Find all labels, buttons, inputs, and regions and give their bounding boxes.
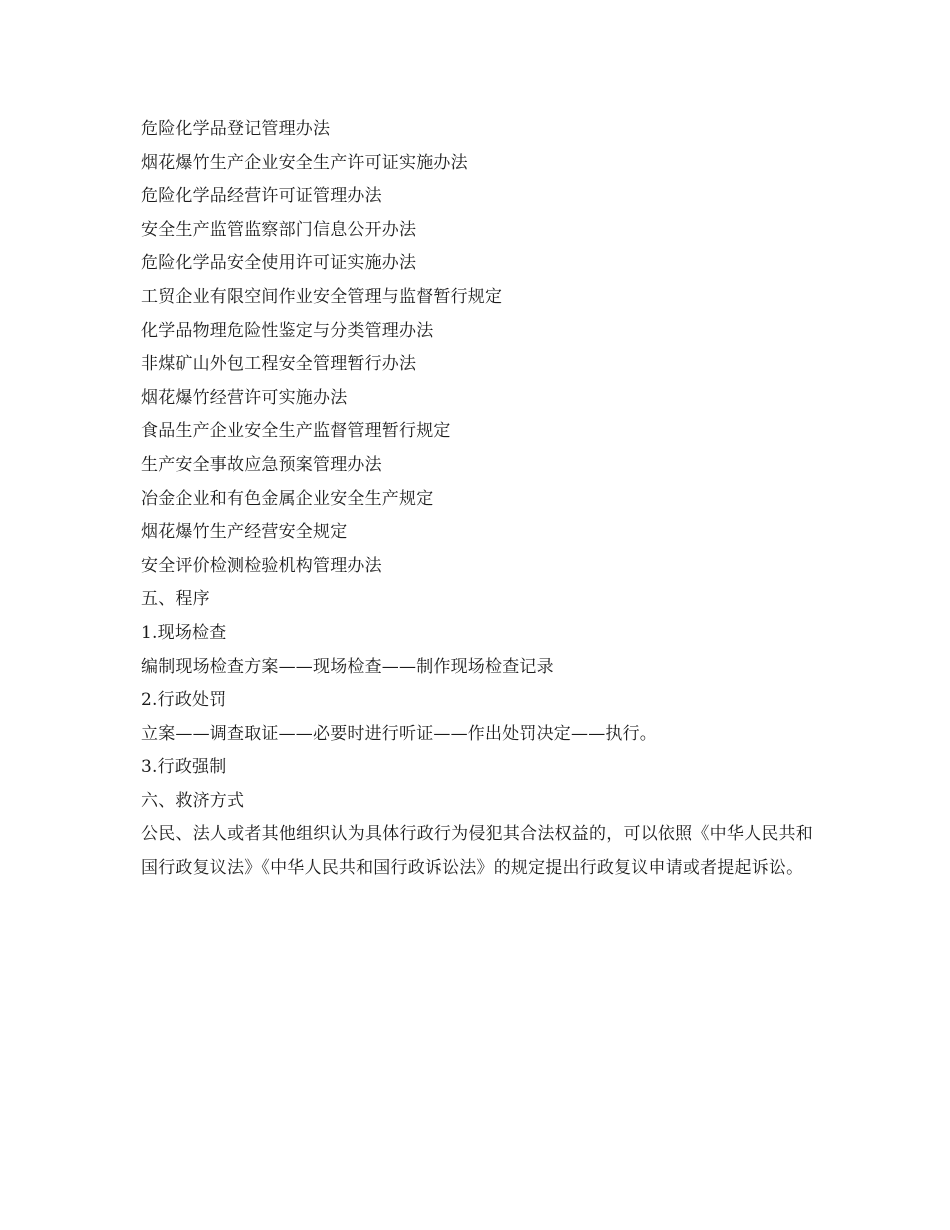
regulation-item: 危险化学品经营许可证管理办法 [141,186,382,207]
remedy-paragraph: 公民、法人或者其他组织认为具体行政行为侵犯其合法权益的，可以依照《中华人民共和国行政复议法》《中华人民共和国行政诉讼法》的规定提出行政复议申请或者提起诉讼。 [141,824,813,879]
regulation-item: 危险化学品登记管理办法 [141,119,331,139]
subheading-enforcement: 3.行政强制 [141,757,227,778]
regulation-list [141,113,821,583]
subheading-inspection: 1.现场检查 [141,622,227,643]
document-body [141,113,821,886]
regulation-item: 烟花爆竹生产经营安全规定 [141,522,348,543]
section-heading-procedure: 五、程序 [141,589,210,610]
section-heading-remedy: 六、救济方式 [141,790,245,811]
regulation-item: 非煤矿山外包工程安全管理暂行办法 [141,354,417,375]
remedy-section [141,785,821,886]
regulation-item: 安全生产监管监察部门信息公开办法 [141,219,417,240]
penalty-steps: 立案——调查取证——必要时进行听证——作出处罚决定——执行。 [141,723,657,744]
procedure-section [141,583,821,785]
inspection-steps: 编制现场检查方案——现场检查——制作现场检查记录 [141,656,554,677]
regulation-item: 工贸企业有限空间作业安全管理与监督暂行规定 [141,286,503,307]
regulation-item: 烟花爆竹经营许可实施办法 [141,387,348,408]
regulation-item: 生产安全事故应急预案管理办法 [141,454,382,475]
regulation-item: 冶金企业和有色金属企业安全生产规定 [141,488,434,509]
regulation-item: 危险化学品安全使用许可证实施办法 [141,253,417,274]
regulation-item: 安全评价检测检验机构管理办法 [141,555,382,576]
subheading-penalty: 2.行政处罚 [141,690,227,711]
regulation-item: 食品生产企业安全生产监督管理暂行规定 [141,421,451,442]
regulation-item: 烟花爆竹生产企业安全生产许可证实施办法 [141,152,468,173]
regulation-item: 化学品物理危险性鉴定与分类管理办法 [141,320,434,341]
